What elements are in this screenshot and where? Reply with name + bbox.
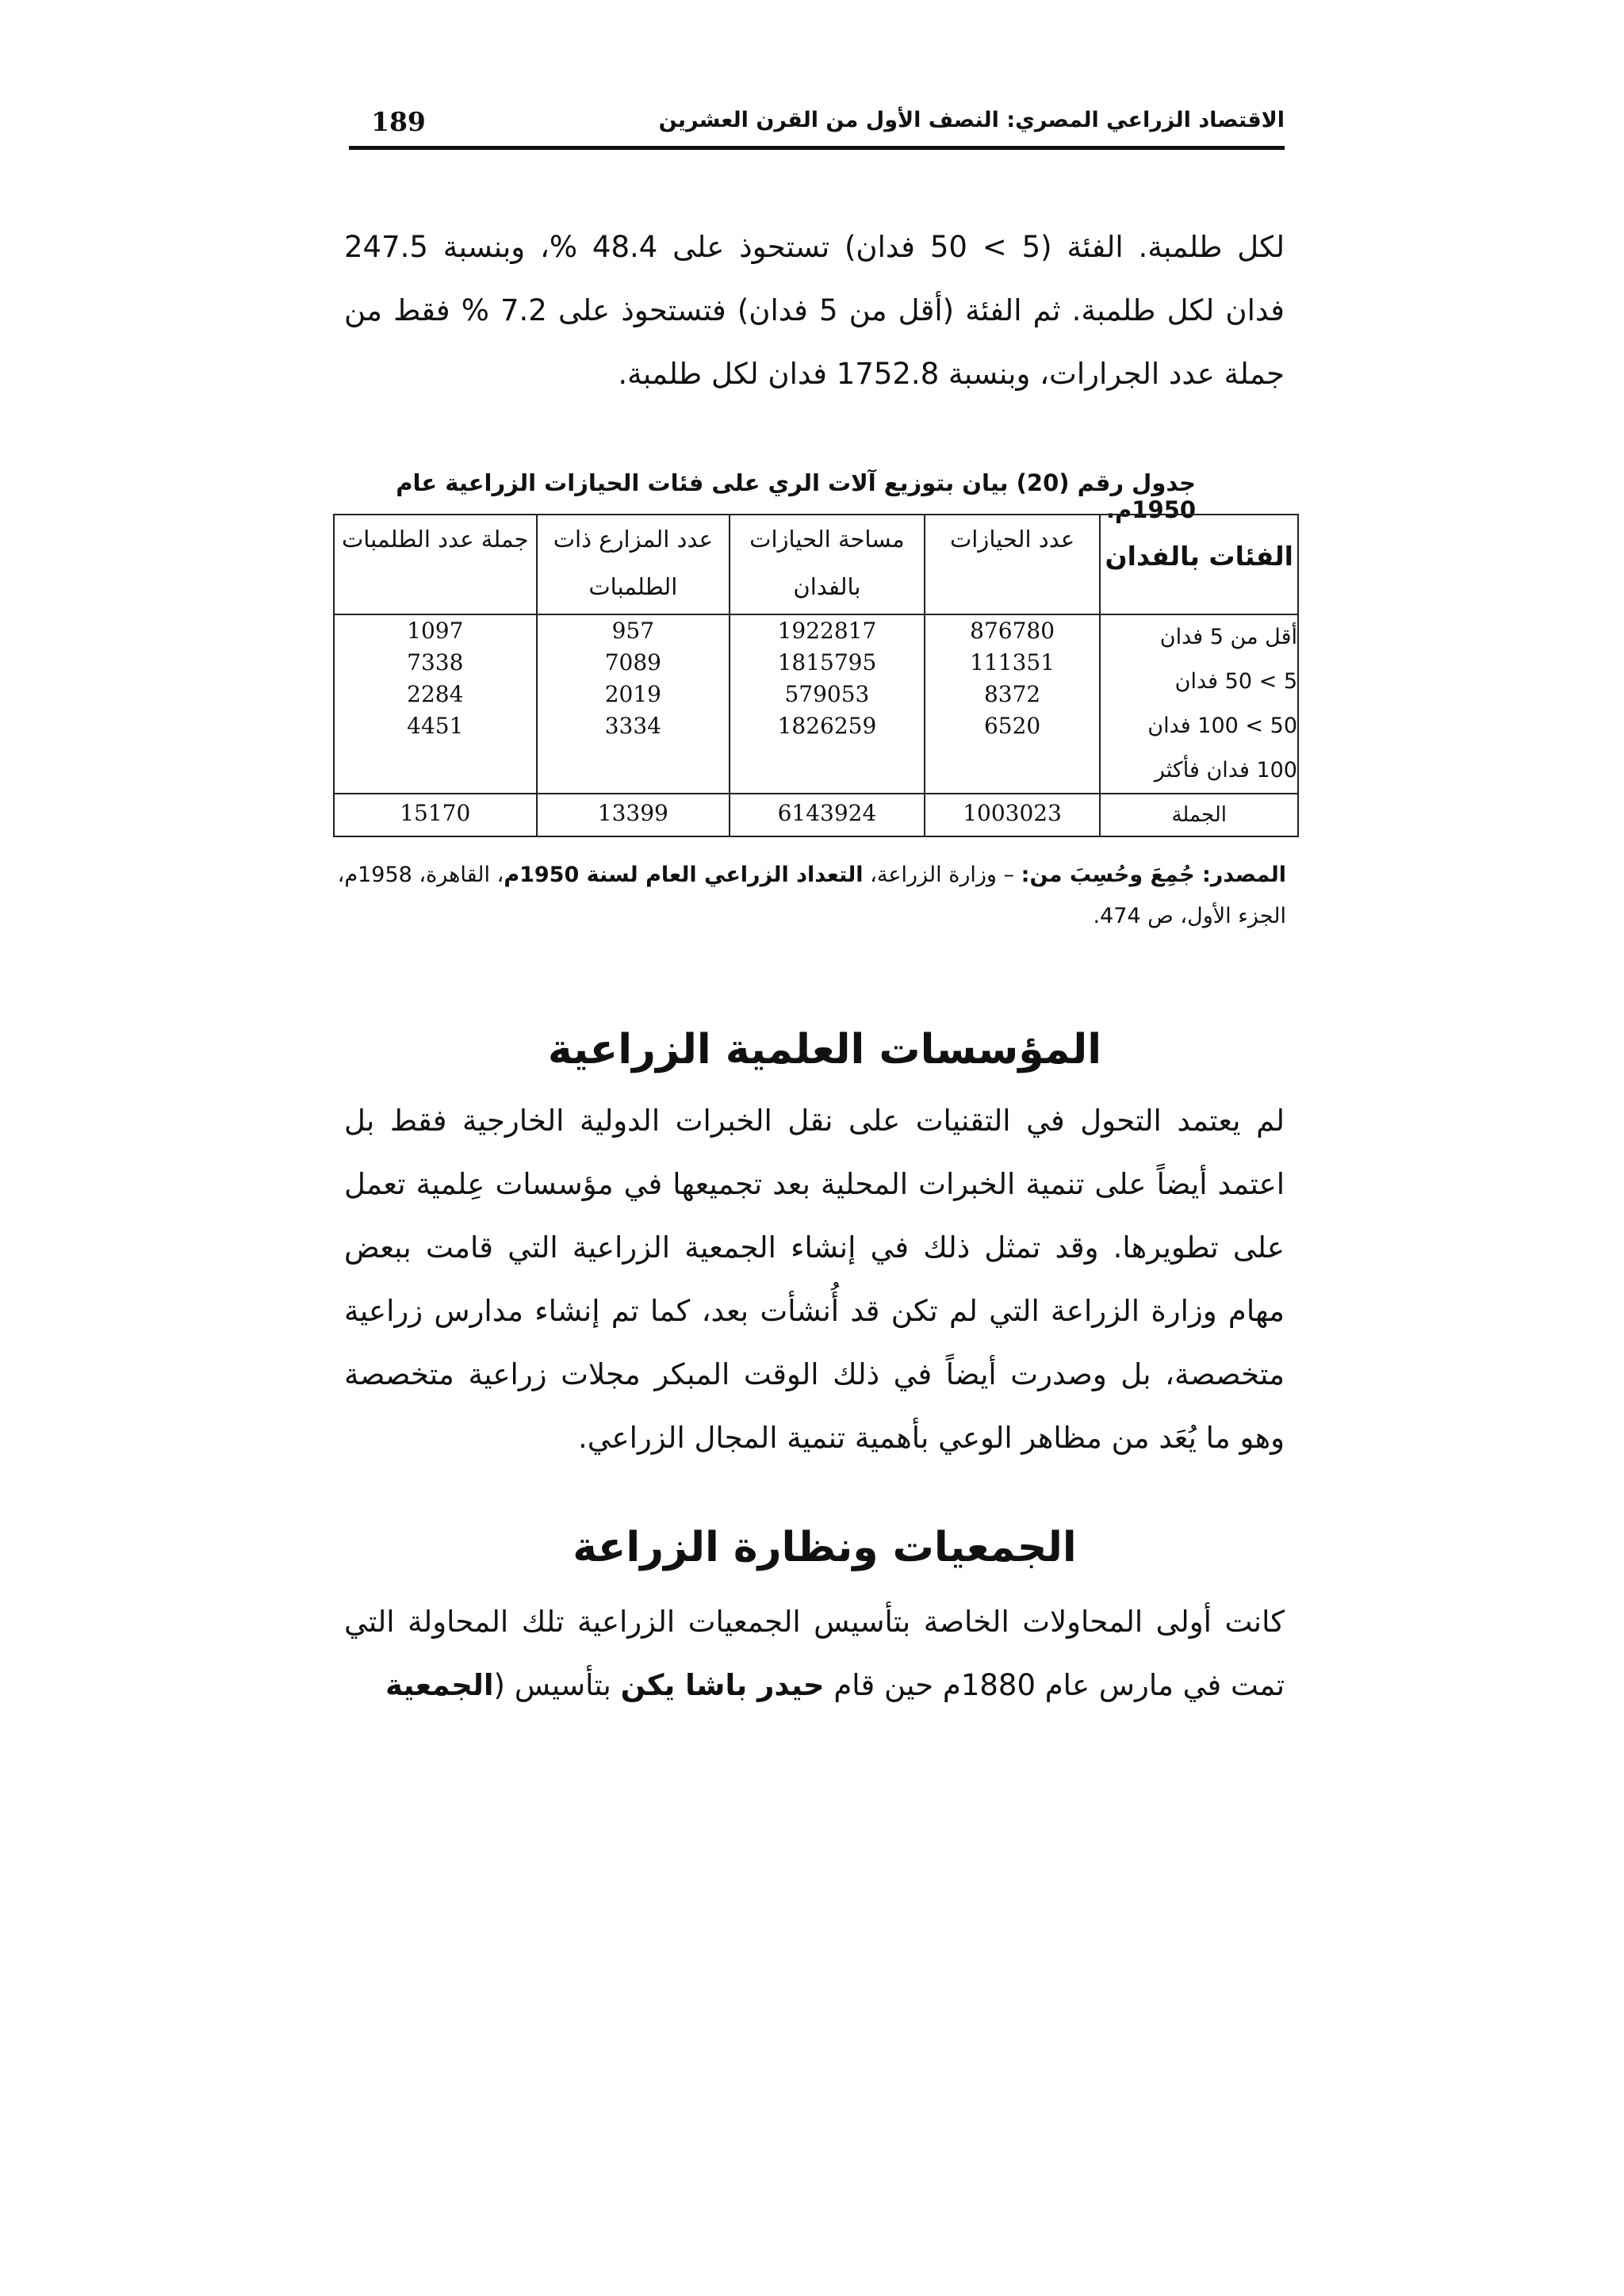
farms-with-pumps-cell — [537, 614, 730, 794]
running-header — [349, 101, 1285, 149]
table-row — [334, 614, 1298, 794]
total-pumps: 15170 — [334, 794, 537, 836]
table-caption: جدول رقم (20) بيان بتوزيع آلات الري على فئات الحيازات الزراعية عام 1950م. — [396, 469, 1196, 523]
intro-paragraph: لكل طلمبة. الفئة (5 > 50 فدان) تستحوذ على 48.4 %، وبنسبة 247.5 فدان لكل طلمبة. ثم الفئة (أقل من 5 فدان) فتستحوذ على 7.2 % فقط من جملة عدد الجرارات، وبنسبة 1752.8 فدان لكل طلمبة. — [344, 230, 1285, 391]
section2-text-start: كانت أولى المحاولات الخاصة بتأسيس الجمعيات الزراعية تلك المحاولة التي تمت في مارس عام 1880م حين قام — [344, 1605, 1285, 1702]
category-label: أقل من 5 فدان — [1159, 625, 1297, 649]
table-value: 6520 — [983, 713, 1041, 739]
table-value: 1922817 — [777, 618, 877, 644]
table-value: 4451 — [407, 713, 464, 739]
table-value: 2284 — [407, 681, 464, 707]
running-title: الاقتصاد الزراعي المصري: النصف الأول من القرن العشرين — [658, 108, 1285, 132]
total-holdings-count: 1003023 — [925, 794, 1101, 836]
holdings-area-cell — [730, 614, 925, 794]
category-label: 5 > 50 فدان — [1174, 669, 1297, 694]
table-value: 579053 — [784, 681, 870, 707]
table-value: 2019 — [604, 681, 661, 707]
header-farms-with-pumps: عدد المزارع ذات الطلمبات — [537, 515, 730, 614]
category-label: 50 > 100 فدان — [1147, 714, 1297, 738]
table-header-row — [334, 515, 1298, 614]
table-value: 1815795 — [777, 649, 877, 675]
source-text-before: – وزارة الزراعة، — [870, 863, 1015, 887]
source-text-after: ، القاهرة، 1958م، الجزء الأول، ص 474. — [337, 863, 1286, 928]
total-holdings-area: 6143924 — [730, 794, 925, 836]
pump-distribution-table — [333, 514, 1299, 837]
source-label: المصدر: جُمِعَ وحُسِبَ من: — [1021, 863, 1286, 887]
table-value: 7089 — [604, 649, 661, 675]
header-holdings-area: مساحة الحيازات بالفدان — [730, 515, 925, 614]
table-source-note — [335, 855, 1286, 937]
section2-paragraph — [344, 1590, 1285, 1717]
page-number: 189 — [371, 106, 426, 137]
section-heading-scientific-institutions: المؤسسات العلمية الزراعية — [547, 1026, 1102, 1073]
section1-paragraph: لم يعتمد التحول في التقنيات على نقل الخبرات الدولية الخارجية فقط بل اعتمد أيضاً على تنمية الخبرات المحلية بعد تجميعها في مؤسسات عِلمية تعمل على تطويرها. وقد تمثل ذلك في إنشاء الجمعية الزراعية التي قامت ببعض مهام وزارة الزراعة التي لم تكن قد أُنشأت بعد، كما تم إنشاء مدارس زراعية متخصصة، بل وصدرت أيضاً في ذلك الوقت المبكر مجلات زراعية متخصصة وهو ما يُعَد من مظاهر الوعي بأهمية تنمية المجال الزراعي. — [344, 1104, 1285, 1455]
society-name: الجمعية — [385, 1668, 494, 1702]
table-value: 1097 — [407, 618, 464, 644]
table-value: 8372 — [983, 681, 1041, 707]
section2-text-mid: بتأسيس ( — [493, 1668, 611, 1702]
total-farms-with-pumps: 13399 — [537, 794, 730, 836]
total-pumps-cell — [334, 614, 537, 794]
header-rule — [349, 146, 1285, 150]
table-value: 876780 — [970, 618, 1055, 644]
table-total-row — [334, 794, 1298, 836]
table-value: 957 — [611, 618, 655, 644]
header-holdings-count: عدد الحيازات — [925, 515, 1101, 614]
header-total-pumps: جملة عدد الطلمبات — [334, 515, 537, 614]
table-value: 111351 — [970, 649, 1055, 675]
person-name: حيدر باشا يكن — [620, 1668, 825, 1702]
holdings-count-cell — [925, 614, 1101, 794]
section-heading-societies: الجمعيات ونظارة الزراعة — [573, 1524, 1077, 1571]
table-value: 1826259 — [777, 713, 877, 739]
total-label: الجملة — [1100, 794, 1298, 836]
table-value: 7338 — [407, 649, 464, 675]
category-label: 100 فدان فأكثر — [1154, 758, 1297, 783]
header-category: الفئات بالفدان — [1100, 515, 1298, 614]
table-value: 3334 — [604, 713, 661, 739]
source-title: التعداد الزراعي العام لسنة 1950م — [504, 863, 864, 887]
category-cell — [1100, 614, 1298, 794]
